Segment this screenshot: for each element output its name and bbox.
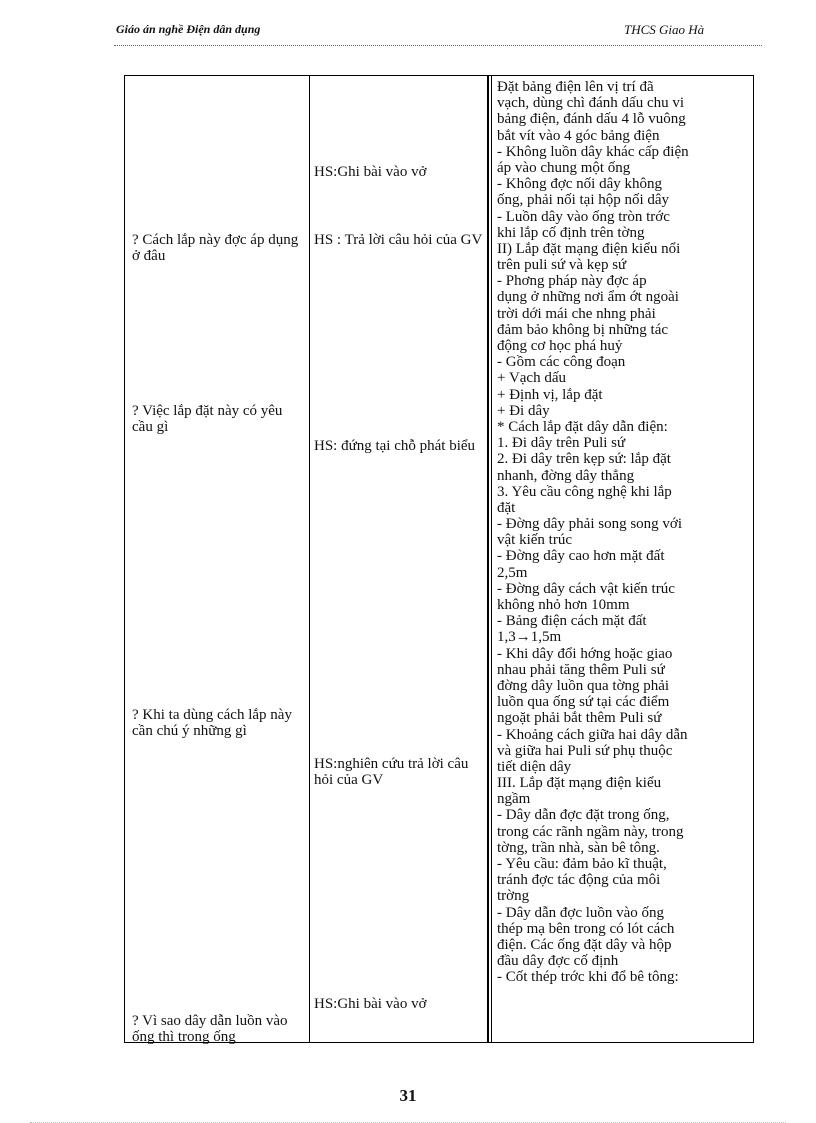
content-line: - Đờng dây cao hơn mặt đất — [497, 548, 665, 565]
teacher-question: ? Khi ta dùng cách lắp này cần chú ý những gì — [132, 707, 292, 739]
content-line: - Dây dẫn đợc luồn vào ống — [497, 904, 665, 921]
column-divider — [487, 76, 489, 1042]
teacher-question: ? Việc lắp đặt này có yêu cầu gì — [132, 403, 283, 435]
table-bottom-edge — [125, 1042, 309, 1043]
column-divider — [309, 76, 310, 1042]
column-divider — [491, 76, 492, 1042]
content-line: vật kiến trúc — [497, 532, 572, 549]
content-line: áp vào chung một ống — [497, 159, 631, 176]
content-line: bảng điện, đánh dấu 4 lỗ vuông — [497, 111, 686, 128]
content-line: ngoặt phải bắt thêm Puli sứ — [497, 710, 662, 727]
content-line: trong các rãnh ngầm này, trong — [497, 823, 684, 840]
content-line: và giữa hai Puli sứ phụ thuộc — [497, 742, 673, 759]
student-activity: HS:Ghi bài vào vở — [314, 996, 427, 1012]
content-line: III. Lắp đặt mạng điện kiểu — [497, 775, 662, 792]
lesson-content — [497, 79, 747, 986]
content-line: trời dới mái che nhng phải — [497, 305, 656, 322]
student-activity: HS: đứng tại chỗ phát biểu — [314, 438, 476, 454]
content-line: - Không đợc nối dây không — [497, 176, 662, 193]
content-line: - Yêu cầu: đảm bảo kĩ thuật, — [497, 856, 667, 872]
content-line: nhanh, đờng dây thẳng — [497, 467, 635, 484]
content-line: II) Lắp đặt mạng điện kiểu nổi — [497, 240, 681, 257]
content-line: ngầm — [497, 791, 531, 808]
content-line: Đặt bảng điện lên vị trí đã — [497, 79, 654, 95]
content-line: - Bảng điện cách mặt đất — [497, 613, 647, 630]
content-line: 2. Đi dây trên kẹp sứ: lắp đặt — [497, 451, 671, 468]
content-line: - Dây dẫn đợc đặt trong ống, — [497, 807, 670, 824]
content-line: ống, phải nối tại hộp nối dây — [497, 192, 670, 209]
content-line: đờng dây luồn qua tờng phải — [497, 677, 670, 694]
content-line: - Đờng dây cách vật kiến trúc — [497, 580, 675, 597]
header-right-school: THCS Giao Hà — [624, 22, 705, 37]
content-line: - Khi dây đổi hớng hoặc giao — [497, 645, 673, 662]
content-line: - Luồn dây vào ống tròn trớc — [497, 208, 670, 225]
content-line: điện. Các ống đặt dây và hộp — [497, 936, 672, 953]
content-line: 2,5m — [497, 564, 528, 581]
content-line: dụng ở những nơi ẩm ớt ngoài — [497, 289, 679, 306]
student-activity: HS : Trả lời câu hỏi của GV — [314, 232, 483, 248]
content-line: tránh đợc tác động của môi — [497, 872, 661, 889]
content-line: tiết diện dây — [497, 758, 572, 775]
content-line: - Gồm các công đoạn — [497, 354, 626, 371]
teacher-question: ? Cách lắp này đợc áp dụng ở đâu — [132, 232, 299, 264]
content-line: đầu dây đợc cố định — [497, 953, 619, 970]
content-line: động cơ học phá huỷ — [497, 338, 623, 354]
content-line: thép mạ bên trong có lót cách — [497, 920, 675, 937]
content-line: đặt — [497, 499, 516, 516]
page-number: 31 — [399, 1086, 417, 1105]
student-activity: HS:nghiên cứu trả lời câu hỏi của GV — [314, 756, 469, 788]
content-line: đảm bảo không bị những tác — [497, 321, 669, 338]
content-line: 1. Đi dây trên Puli sứ — [497, 435, 626, 452]
content-line: tờng, trần nhà, sàn bê tông. — [497, 839, 660, 856]
content-line: vạch, dùng chì đánh dấu chu vi — [497, 95, 685, 112]
header-left-title: Giáo án nghề Điện dân dụng — [116, 22, 261, 36]
content-line: trên puli sứ và kẹp sứ — [497, 257, 627, 274]
header-divider — [114, 45, 762, 46]
teacher-question: ? Vì sao dây dẫn luồn vào ống thì trong ống — [132, 1013, 288, 1045]
content-line: nhau phải tăng thêm Puli sứ — [497, 661, 665, 678]
content-line: - Cốt thép trớc khi đổ bê tông: — [497, 969, 679, 986]
content-line: trờng — [497, 888, 530, 905]
content-line: + Vạch dấu — [497, 370, 566, 387]
content-line: không nhỏ hơn 10mm — [497, 597, 630, 613]
content-line: + Định vị, lắp đặt — [497, 386, 603, 403]
content-line: khi lắp cố định trên tờng — [497, 224, 645, 241]
student-activity: HS:Ghi bài vào vở — [314, 164, 427, 180]
content-line: - Đờng dây phải song song với — [497, 516, 683, 533]
content-line: - Phơng pháp này đợc áp — [497, 273, 647, 290]
lesson-table — [124, 75, 754, 1043]
content-line: - Không luồn dây khác cấp điện — [497, 143, 689, 160]
content-line: luồn qua ống sứ tại các điểm — [497, 694, 670, 711]
content-line: 1,3→1,5m — [497, 629, 562, 646]
content-line: 3. Yêu cầu công nghệ khi lắp — [497, 483, 672, 500]
content-line: + Đi dây — [497, 402, 550, 419]
content-line: * Cách lắp đặt dây dẫn điện: — [497, 418, 668, 435]
content-line: - Khoảng cách giữa hai dây dẫn — [497, 726, 688, 743]
content-line: bắt vít vào 4 góc bảng điện — [497, 127, 660, 144]
